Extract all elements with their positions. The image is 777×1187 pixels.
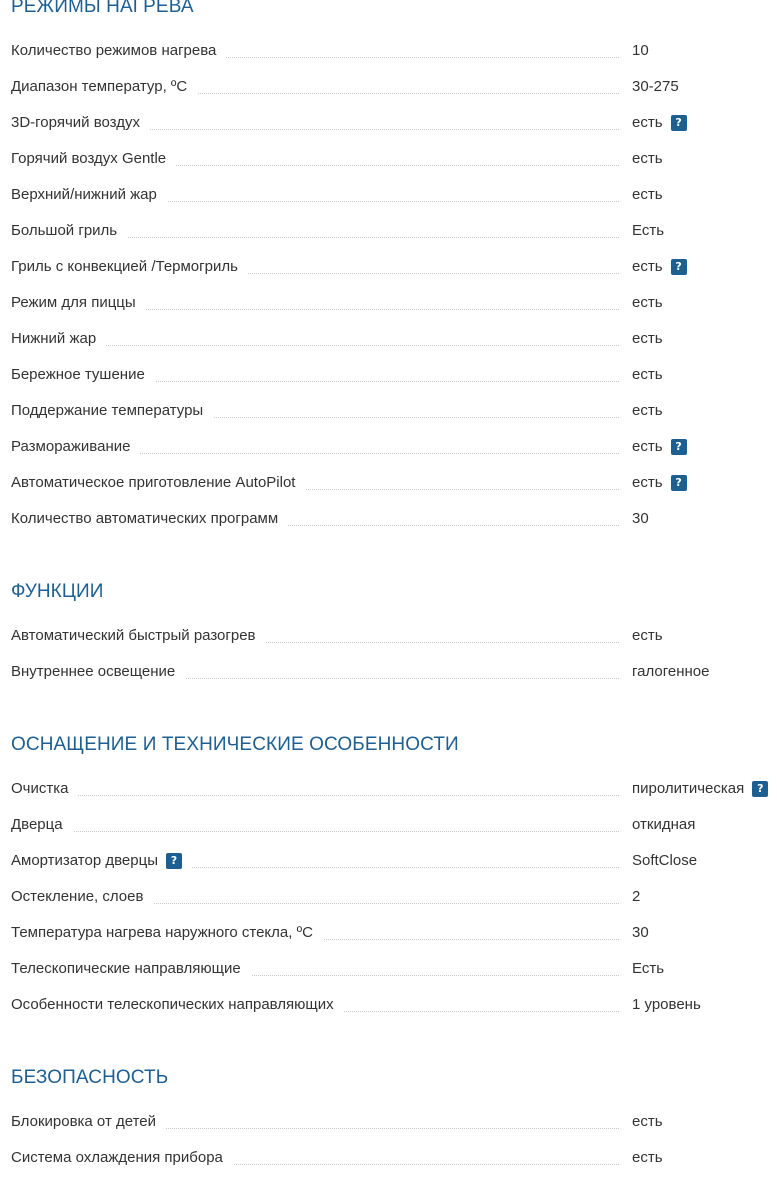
spec-row — [0, 429, 777, 465]
spec-label-container — [11, 816, 73, 834]
spec-label-container — [11, 852, 192, 870]
spec-value-container — [632, 996, 701, 1014]
section-title: БЕЗОПАСНОСТЬ — [11, 1067, 169, 1088]
spec-value: есть — [632, 474, 663, 491]
spec-value: есть — [632, 402, 663, 419]
spec-value-container — [632, 402, 663, 420]
spec-row — [0, 285, 777, 321]
spec-row — [0, 879, 777, 915]
spec-value-container — [632, 438, 687, 456]
help-icon[interactable]: ? — [671, 439, 687, 455]
section-title: РЕЖИМЫ НАГРЕВА — [11, 0, 194, 17]
spec-label: Верхний/нижний жар — [11, 186, 157, 203]
spec-row — [0, 177, 777, 213]
spec-label: Автоматическое приготовление AutoPilot — [11, 474, 296, 491]
spec-value: есть — [632, 294, 663, 311]
dotted-leader — [11, 831, 619, 832]
spec-value: есть — [632, 150, 663, 167]
spec-label-container — [11, 294, 146, 312]
spec-value: откидная — [632, 816, 696, 833]
spec-label-container — [11, 510, 288, 528]
spec-label: Гриль с конвекцией /Термогриль — [11, 258, 238, 275]
spec-label: Нижний жар — [11, 330, 97, 347]
spec-row — [0, 951, 777, 987]
spec-value: SoftClose — [632, 852, 698, 869]
spec-label: Бережное тушение — [11, 366, 145, 383]
spec-label: Автоматический быстрый разогрев — [11, 627, 256, 644]
dotted-leader — [11, 795, 619, 796]
spec-label-container — [11, 78, 197, 96]
spec-label: Количество автоматических программ — [11, 510, 279, 527]
spec-label-container — [11, 627, 266, 645]
spec-value-container — [632, 1149, 663, 1167]
spec-row — [0, 249, 777, 285]
spec-label-container — [11, 330, 106, 348]
spec-value-container — [632, 852, 697, 870]
spec-value-container — [632, 888, 640, 906]
spec-label-container — [11, 114, 150, 132]
spec-value: есть — [632, 627, 663, 644]
spec-label-container — [11, 150, 176, 168]
spec-label-container — [11, 924, 323, 942]
spec-value: есть — [632, 258, 663, 275]
spec-label: Диапазон температур, ºC — [11, 78, 188, 95]
section-title: ОСНАЩЕНИЕ И ТЕХНИЧЕСКИЕ ОСОБЕННОСТИ — [11, 734, 459, 755]
spec-row — [0, 501, 777, 537]
spec-label: Очистка — [11, 780, 69, 797]
spec-row — [0, 465, 777, 501]
spec-label: Амортизатор дверцы — [11, 852, 158, 869]
spec-row — [0, 33, 777, 69]
spec-value-container — [632, 294, 663, 312]
spec-value-container — [632, 780, 768, 798]
spec-row — [0, 1140, 777, 1176]
spec-value-container — [632, 222, 664, 240]
spec-label-container — [11, 1113, 166, 1131]
spec-value: 30 — [632, 510, 649, 527]
spec-row — [0, 654, 777, 690]
spec-value-container — [632, 366, 663, 384]
spec-label: Блокировка от детей — [11, 1113, 157, 1130]
spec-label: Большой гриль — [11, 222, 118, 239]
spec-label: Телескопические направляющие — [11, 960, 241, 977]
spec-value: галогенное — [632, 663, 710, 680]
spec-label: Поддержание температуры — [11, 402, 204, 419]
spec-value: есть — [632, 330, 663, 347]
spec-value: есть — [632, 366, 663, 383]
spec-label: Количество режимов нагрева — [11, 42, 217, 59]
spec-row — [0, 69, 777, 105]
spec-value: пиролитическая — [632, 780, 745, 797]
spec-value-container — [632, 924, 649, 942]
spec-label-container — [11, 888, 153, 906]
spec-value: есть — [632, 1149, 663, 1166]
spec-value-container — [632, 510, 649, 528]
spec-value: есть — [632, 438, 663, 455]
spec-label: Внутреннее освещение — [11, 663, 176, 680]
spec-label-container — [11, 366, 155, 384]
spec-value: есть — [632, 186, 663, 203]
spec-label: Режим для пиццы — [11, 294, 136, 311]
spec-row — [0, 393, 777, 429]
spec-value: есть — [632, 1113, 663, 1130]
spec-value-container — [632, 663, 709, 681]
spec-value: 30-275 — [632, 78, 679, 95]
spec-value: 30 — [632, 924, 649, 941]
spec-row — [0, 807, 777, 843]
spec-value-container — [632, 330, 663, 348]
spec-label-container — [11, 996, 344, 1014]
spec-value-container — [632, 150, 663, 168]
spec-label-container — [11, 960, 251, 978]
spec-value: Есть — [632, 960, 665, 977]
spec-row — [0, 915, 777, 951]
spec-label-container — [11, 663, 185, 681]
spec-label-container — [11, 1149, 233, 1167]
spec-value-container — [632, 258, 687, 276]
spec-value-container — [632, 627, 663, 645]
spec-label: Особенности телескопических направляющих — [11, 996, 334, 1013]
spec-label-container — [11, 186, 167, 204]
help-icon[interactable]: ? — [752, 781, 768, 797]
spec-value-container — [632, 186, 663, 204]
spec-label-container — [11, 474, 305, 492]
spec-value-container — [632, 1113, 663, 1131]
spec-label: Система охлаждения прибора — [11, 1149, 223, 1166]
spec-label: Размораживание — [11, 438, 131, 455]
spec-label: Дверца — [11, 816, 63, 833]
spec-label: Горячий воздух Gentle — [11, 150, 167, 167]
spec-value-container — [632, 960, 664, 978]
spec-value-container — [632, 474, 687, 492]
spec-row — [0, 321, 777, 357]
help-icon[interactable]: ? — [671, 259, 687, 275]
spec-label-container — [11, 438, 140, 456]
spec-value: есть — [632, 114, 663, 131]
spec-row — [0, 105, 777, 141]
spec-label-container — [11, 42, 226, 60]
spec-label: Температура нагрева наружного стекла, ºC — [11, 924, 313, 941]
spec-row — [0, 357, 777, 393]
spec-row — [0, 141, 777, 177]
spec-label-container — [11, 222, 127, 240]
spec-label-container — [11, 780, 78, 798]
spec-value-container — [632, 114, 687, 132]
spec-row — [0, 1104, 777, 1140]
spec-row — [0, 987, 777, 1023]
spec-value: 10 — [632, 42, 649, 59]
spec-value-container — [632, 78, 679, 96]
spec-row — [0, 213, 777, 249]
spec-label-container — [11, 402, 213, 420]
spec-label: Остекление, слоев — [11, 888, 144, 905]
help-icon[interactable]: ? — [671, 115, 687, 131]
spec-row — [0, 843, 777, 879]
spec-label-container — [11, 258, 248, 276]
section-title: ФУНКЦИИ — [11, 581, 104, 602]
spec-value-container — [632, 816, 695, 834]
spec-value: 2 — [632, 888, 641, 905]
spec-value: Есть — [632, 222, 665, 239]
help-icon[interactable]: ? — [166, 853, 182, 869]
spec-label: 3D-горячий воздух — [11, 114, 140, 131]
spec-row — [0, 618, 777, 654]
spec-value-container — [632, 42, 649, 60]
spec-value: 1 уровень — [632, 996, 701, 1013]
help-icon[interactable]: ? — [671, 475, 687, 491]
spec-row — [0, 771, 777, 807]
